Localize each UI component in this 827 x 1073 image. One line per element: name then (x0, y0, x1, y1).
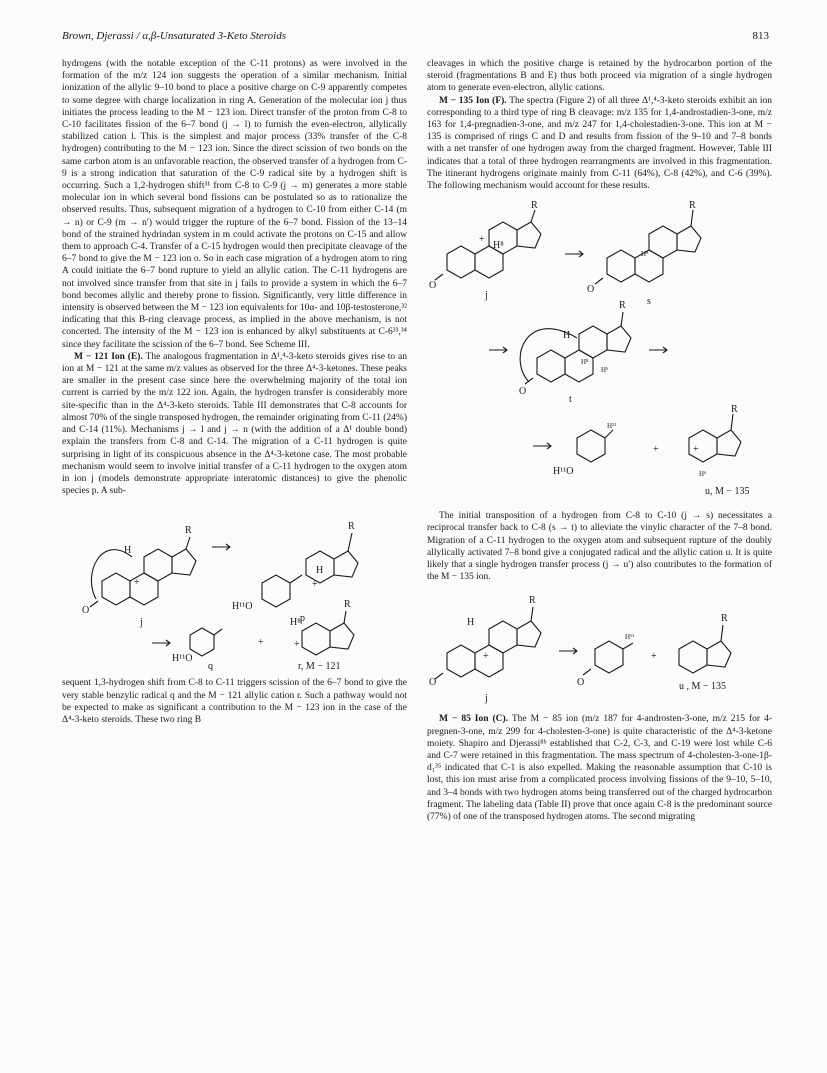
fig-label: + (258, 637, 264, 649)
scheme-m121-figure (62, 503, 407, 671)
left-column (62, 58, 407, 726)
scheme-m135-alt-svg (427, 589, 772, 707)
section-heading: M − 135 Ion (F). (439, 95, 507, 106)
paragraph-text: The spectra (Figure 2) of all three Δ¹,⁴-3-keto steroids exhibit an ion corresponding to a third type of ring B cleavage: m/z 135 for 1,4-androstadien-3-one, m/z 163 for 1,4-pregnadien-3-one, and m/z 247 for 1,4-cholestadien-3-one. This ion at M − 135 is comprised of rings C and D and results from fission of the 9–10 and 7–8 bonds with a net transfer of one hydrogen away from the charged fragment. However, Table III indicates that a total of three hydrogen rearrangments are involved in this fragmentation. The itinerant hydrogens originate mainly from C-11 (64%), C-8 (42%), and C-6 (39%). The following mechanism would account for these results. (427, 95, 772, 192)
structure-t (520, 312, 631, 384)
fig-label: + (483, 651, 489, 663)
fig-label: R (344, 599, 351, 611)
right-column (427, 58, 772, 823)
fig-label: j (140, 617, 143, 629)
fig-label: R (619, 300, 626, 312)
fig-label: R (529, 595, 536, 607)
fig-label: R (531, 200, 538, 212)
fig-label: H¹¹O (553, 466, 574, 478)
paragraph: hydrogens (with the notable exception of the C-11 protons) as were involved in the formation of the m/z 124 ion suggests the operation of a similar mechanism. Initial ionization of the allylic 9–10 bond to place a positive charge on C-9 apparently competes to some degree with charge localization in ring A. Generation of the molecular ion j thus initiates the process leading to the M − 123 ion. Direct transfer of the proton from C-8 to C-10 facilitates fission of the 6–7 bond (j → l) to furnish the even-electron, allylically stabilized cation l. This is the simplest and major process (33% transfer of the C-8 hydrogen) contributing to the M − 123 ion. Since the direct scission of two bonds on the same carbon atom is an unfavorable reaction, the observed transfer of a hydrogen from C-9 is a strong indication that saturation of the C-9 radical site by a hydrogen shift is occurring. Such a 1,2-hydrogen shift³¹ from C-8 to C-9 (j → m) generates a more stable molecular ion in which several bond fissions can be postulated so as to rationalize the observed results. Thus, subsequent migration of a hydrogen to C-10 from either C-14 (m → n) or C-9 (m → n′) would trigger the rupture of the 6–7 bond. Fission of the 13–14 bond of the strained hydrindan system in m could activate the protons on C-15 and allow them to approach C-4. Transfer of a C-15 hydrogen would then precipitate cleavage of the 6–7 bond to give the M − 123 ion o. So in each case migration of a hydrogen atom to ring A could initiate the 6–7 bond rupture to yield an allylic cation. The C-11 hydrogens are not involved since transfer from that site in j fails to provide a system in which the 6–7 bond becomes allylic and thereby prone to fission. Significantly, very little difference in intensity is observed between the M − 123 ion equivalents for 10α- and 10β-testosterone,³² indicating that this B-ring cleavage process, as implied in the above mechanism, is not concerted. The intensity of the M − 123 ion is enhanced by alkyl substituents at C-6³³,³⁴ since they facilitate the scission of the 6–7 bond. See Scheme III. (62, 59, 407, 350)
fig-label: R (721, 613, 728, 625)
fig-label: H¹¹ (625, 633, 635, 642)
fig-label: u , M − 135 (679, 681, 727, 693)
paragraph-text: The analogous fragmentation in Δ¹,⁴-3-keto steroids gives rise to an ion at M − 121 at the same m/z values as observed for the three Δ⁴-3-ketones. These peaks are smaller in the present case since here the overwhelming majority of the total ion current is carried by the m/z 122 ion. Again, the hydrogen transfer is considerably more site-specific than in the Δ⁴-3-keto steroids. Table III demonstrates that C-8 accounts for almost 70% of the single transposed hydrogen, the remainder originating from C-11 (24%) and C-14 (11%). Mechanisms j → l and j → n (with the addition of a Δ¹ double bond) explain the transfers from C-8 and C-14. The migration of a C-11 hydrogen is quite surprising in light of its conspicuous absence in the Δ⁴-3-ketone case. The most probable mechanism would seem to involve initial transfer of a C-11 hydrogen to the oxygen atom in ion j (models demonstrate appropriate interatomic distances) to give the phenolic species p. A sub- (62, 351, 407, 497)
fig-label: s (647, 296, 651, 308)
scheme-m135-svg (427, 198, 772, 504)
fig-label: H¹¹O (172, 653, 193, 665)
fig-label: H¹¹O (232, 601, 253, 613)
structure-u (679, 625, 731, 673)
fig-label: j (485, 693, 488, 705)
fig-label: + (134, 577, 140, 589)
fig-label: p (300, 613, 305, 625)
fig-label: r, M − 121 (298, 661, 341, 672)
fig-label: H (316, 565, 324, 577)
fig-label: H¹¹ (607, 422, 617, 431)
scheme-m135-figure (427, 198, 772, 504)
paragraph: The initial transposition of a hydrogen from C-8 to C-10 (j → s) necessitates a reciprocal transfer back to C-8 (s → t) to alleviate the vinylic character of the 7–8 bond. Migration of a C-11 hydrogen to the oxygen atom and subsequent rupture of the doubly allylically activated 7–8 bond give a conjugated radical and the allylic cation u. It is quite likely that a single hydrogen transfer process (j → u′) also contributes to the formation of the M − 135 ion. (427, 511, 772, 583)
scheme-m135-alt-figure (427, 589, 772, 707)
paragraph: cleavages in which the positive charge is retained by the hydrocarbon portion of the steroid (fragmentations B and E) thus both proceed via migration of a single hydrogen atom to generate even-electron, allylic cations. (427, 59, 772, 94)
running-head (62, 30, 769, 46)
fig-label: O (82, 605, 90, 617)
fig-label: R (185, 525, 192, 537)
fig-label: + (653, 444, 659, 456)
fig-label: H (467, 617, 475, 629)
fig-label: H⁶ (601, 366, 609, 375)
structure-p (262, 533, 358, 607)
fig-label: R (731, 404, 738, 416)
structure-j (90, 537, 196, 607)
structure-j (435, 607, 541, 679)
fig-label: + (479, 234, 485, 246)
fig-label: u, M − 135 (705, 486, 750, 498)
fig-label: O (429, 677, 437, 689)
paragraph (427, 95, 772, 193)
scheme-m121-svg (62, 503, 407, 671)
fig-label: H (563, 330, 571, 342)
fig-label: H⁸ (493, 240, 504, 252)
running-head-title: Brown, Djerassi / α,β-Unsaturated 3-Keto Steroids (62, 30, 287, 42)
fig-label: + (294, 639, 300, 651)
fig-label: + (693, 444, 699, 456)
fig-label: H⁸ (290, 617, 301, 629)
paragraph-text: The M − 85 ion (m/z 187 for 4-androsten-3-one, m/z 215 for 4-pregnen-3-one, m/z 299 for 4-cholesten-3-one) is quite characteristic of the Δ⁴-3-ketone moiety. Shapiro and Djerassi⁸ᵇ established that C-2, C-3, and C-19 were lost while C-6 and C-7 were retained in this fragmentation. The mass spectrum of 4-cholesten-3-one-1β-d₁³⁵ indicated that C-1 is also expelled. Making the reasonable assumption that C-10 is lost, this ion must arise from a complicated process involving fissions of the 9–10, 5–10, and 3–4 bonds with two hydrogen atoms being transferred out of the charged hydrocarbon fragment. The labeling data (Table II) prove that once again C-8 is the predominant source (77%) of one of the transposed hydrogen atoms. The second migrating (427, 714, 772, 823)
structure-r (302, 611, 354, 655)
fig-label: R (689, 200, 696, 212)
fig-label: O (429, 280, 437, 292)
fig-label: j (485, 290, 488, 302)
paragraph: sequent 1,3-hydrogen shift from C-8 to C-11 triggers scission of the 6–7 bond to give the very stable benzylic radical q and the M − 121 allylic cation r. Such a pathway would not be expected to make as significant a contribution to the M − 123 ion in the case of the Δ⁴-3-keto steroids. These two ring B (62, 678, 407, 725)
paragraph (427, 713, 772, 823)
structure-s (595, 210, 701, 284)
fig-label: + (651, 651, 657, 663)
fig-label: t (569, 394, 572, 406)
fig-label: H⁸ (641, 250, 649, 259)
paragraph (62, 351, 407, 497)
section-heading: M − 85 Ion (C). (439, 714, 509, 725)
section-heading: M − 121 Ion (E). (74, 351, 143, 362)
fig-label: q (208, 661, 213, 672)
fig-label: H⁸ (581, 358, 589, 367)
fig-label: H (124, 545, 132, 557)
fig-label: H⁶ (699, 470, 707, 479)
fig-label: O (519, 386, 527, 398)
fig-label: O (587, 284, 595, 296)
structure-q (190, 628, 222, 656)
structure-dienone-fragment (583, 641, 633, 675)
fig-label: O (577, 677, 585, 689)
page-number: 813 (752, 30, 769, 42)
fig-label: R (348, 521, 355, 533)
fig-label: + (312, 579, 318, 591)
structure-j (435, 210, 541, 280)
structure-phenol-fragment (577, 430, 613, 462)
